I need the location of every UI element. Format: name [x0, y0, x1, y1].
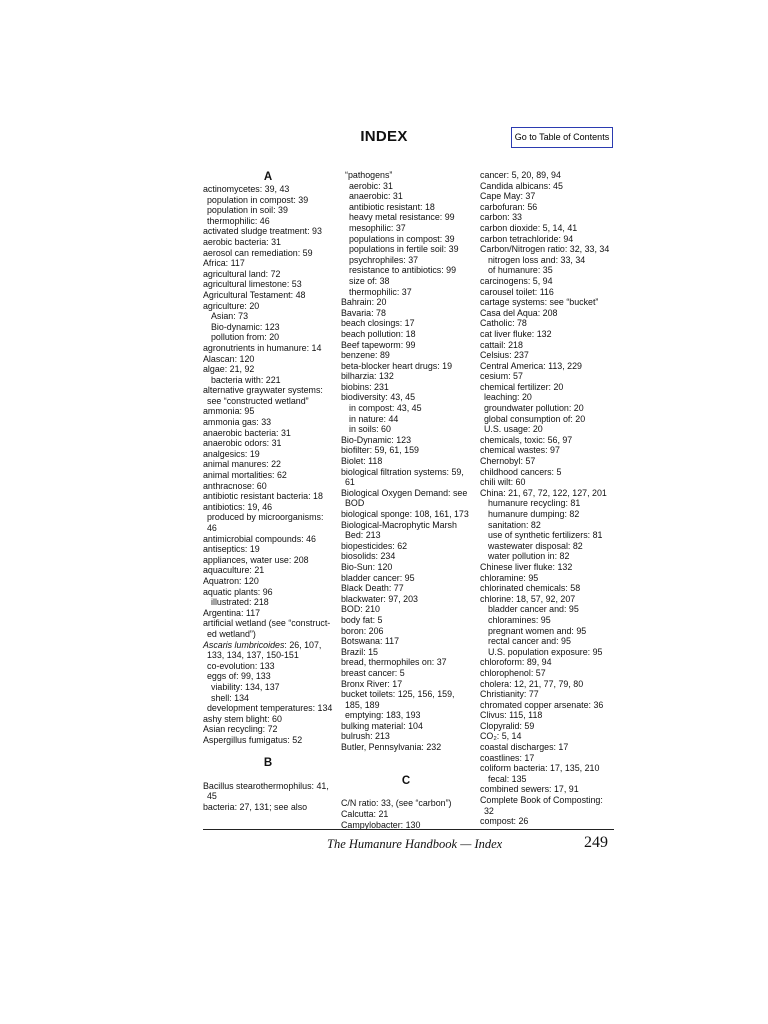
index-entry: coliform bacteria: 17, 135, 210	[480, 763, 600, 774]
index-entry: viability: 134, 137	[211, 681, 280, 692]
index-entry: C/N ratio: 33, (see “carbon”)	[341, 798, 452, 809]
index-entry: animal mortalities: 62	[203, 470, 287, 481]
index-entry: Chernobyl: 57	[480, 456, 536, 467]
index-entry: carbon: 33	[480, 212, 522, 223]
index-entry: Bio-Sun: 120	[341, 561, 393, 572]
index-entry: cholera: 12, 21, 77, 79, 80	[480, 678, 584, 689]
index-entry: population in soil: 39	[207, 205, 288, 216]
index-entry: biopesticides: 62	[341, 540, 408, 551]
index-entry: compost: 26	[480, 816, 529, 827]
index-entry: biosolids: 234	[341, 551, 396, 562]
index-entry: artificial wetland (see “construct-	[203, 618, 331, 629]
spacer	[203, 745, 333, 756]
page-title: INDEX	[360, 128, 408, 145]
index-entry: Asian recycling: 72	[203, 724, 278, 735]
index-entry: of humanure: 35	[488, 265, 553, 276]
section-heading: A	[263, 171, 273, 183]
index-entry: global consumption of: 20	[484, 413, 586, 424]
index-entry: populations in fertile soil: 39	[349, 244, 459, 255]
index-entry: Biological Oxygen Demand: see	[341, 487, 468, 498]
index-entry: chemical fertilizer: 20	[480, 381, 564, 392]
index-entry: in compost: 43, 45	[349, 403, 422, 414]
index-entry: carbon dioxide: 5, 14, 41	[480, 222, 578, 233]
index-column-3	[480, 170, 615, 827]
index-entry: aquaculture: 21	[203, 565, 265, 576]
index-entry: Black Death: 77	[341, 583, 404, 594]
index-entry: bulking material: 104	[341, 720, 423, 731]
index-entry: algae: 21, 92	[203, 364, 255, 375]
index-entry: Biological-Macrophytic Marsh	[341, 519, 457, 530]
index-entry: in soils: 60	[349, 424, 391, 435]
index-entry: ammonia: 95	[203, 406, 255, 417]
index-entry: carbon tetrachloride: 94	[480, 233, 574, 244]
index-entry: Asian: 73	[211, 311, 249, 322]
index-entry: biological sponge: 108, 161, 173	[341, 509, 469, 519]
index-entry: Bahrain: 20	[341, 297, 387, 308]
index-entry: agricultural land: 72	[203, 268, 281, 279]
index-entry: beta-blocker heart drugs: 19	[341, 360, 453, 371]
index-entry: Clopyralid: 59	[480, 720, 535, 731]
index-entry: aerosol can remediation: 59	[203, 247, 313, 258]
go-to-table-of-contents-button[interactable]: Go to Table of Contents	[511, 127, 613, 148]
index-entry: produced by microorganisms:	[207, 512, 324, 523]
index-entry: cattail: 218	[480, 339, 523, 350]
index-entry: combined sewers: 17, 91	[480, 784, 579, 795]
index-entry: 185, 189	[345, 699, 380, 710]
footer-book-title: The Humanure Handbook — Index	[327, 837, 503, 851]
index-entry: sanitation: 82	[488, 519, 541, 530]
index-entry: Africa: 117	[203, 258, 245, 269]
spacer	[341, 753, 471, 764]
index-entry: 45	[207, 791, 217, 802]
index-entry: boron: 206	[341, 625, 384, 636]
index-entry: breast cancer: 5	[341, 667, 405, 678]
index-entry: co-evolution: 133	[207, 660, 275, 671]
index-entry: agricultural limestone: 53	[203, 279, 302, 290]
index-entry: chromated copper arsenate: 36	[480, 699, 604, 710]
index-entry: animal manures: 22	[203, 459, 281, 470]
index-entry: 46	[207, 523, 217, 533]
spacer	[341, 788, 471, 799]
index-entry: Argentina: 117	[203, 607, 261, 618]
entry-pages: : 26, 107,	[284, 639, 322, 650]
index-entry: appliances, water use: 208	[203, 554, 309, 565]
index-entry: see “constructed wetland”	[207, 395, 309, 406]
index-entry: childhood cancers: 5	[480, 466, 562, 477]
index-entry: Clivus: 115, 118	[480, 710, 543, 721]
index-entry: chili wilt: 60	[480, 477, 526, 488]
index-entry: emptying: 183, 193	[345, 710, 421, 721]
index-entry: pregnant women and: 95	[488, 625, 587, 636]
index-entry: size of: 38	[349, 275, 390, 286]
index-entry: population in compost: 39	[207, 194, 309, 205]
index-entry: Beef tapeworm: 99	[341, 339, 416, 350]
index-column-1	[203, 170, 333, 812]
index-entry: China: 21, 67, 72, 122, 127, 201	[480, 487, 607, 498]
index-entry: aerobic bacteria: 31	[203, 236, 281, 247]
index-entry: carbofuran: 56	[480, 201, 538, 212]
index-entry: Biolet: 118	[341, 456, 383, 467]
index-entry: Bronx River: 17	[341, 678, 403, 689]
index-entry: Bio-Dynamic: 123	[341, 434, 412, 445]
index-entry: Central America: 113, 229	[480, 360, 582, 371]
index-entry: bread, thermophiles on: 37	[341, 657, 447, 668]
index-entry: antibiotics: 19, 46	[203, 501, 273, 512]
section-heading: C	[401, 774, 411, 787]
index-entry: CO₂: 5, 14	[480, 731, 522, 742]
index-entry: chloramines: 95	[488, 614, 551, 625]
index-entry: bulrush: 213	[341, 731, 390, 742]
index-entry: humanure dumping: 82	[488, 509, 580, 519]
index-entry: benzene: 89	[341, 350, 390, 361]
index-entry: Bavaria: 78	[341, 307, 386, 318]
index-entry: biodiversity: 43, 45	[341, 392, 415, 403]
index-entry: 133, 134, 137, 150-151	[207, 650, 299, 661]
index-entry: anaerobic odors: 31	[203, 438, 282, 449]
index-entry: groundwater pollution: 20	[484, 403, 584, 414]
index-entry: use of synthetic fertilizers: 81	[488, 530, 603, 541]
index-entry: shell: 134	[211, 692, 249, 703]
spacer	[341, 763, 471, 774]
index-entry: biological filtration systems: 59,	[341, 466, 464, 477]
index-entry: cat liver fluke: 132	[480, 328, 552, 339]
index-entry: resistance to antibiotics: 99	[349, 265, 457, 276]
index-entry: alternative graywater systems:	[203, 385, 323, 396]
index-entry: BOD: 210	[341, 604, 380, 615]
index-entry: Christianity: 77	[480, 689, 539, 700]
index-entry: pollution from: 20	[211, 332, 280, 343]
index-entry: carcinogens: 5, 94	[480, 275, 553, 286]
index-entry: coastal discharges: 17	[480, 742, 569, 753]
index-entry: chemical wastes: 97	[480, 445, 560, 456]
index-entry: cancer: 5, 20, 89, 94	[480, 170, 561, 180]
index-entry: in nature: 44	[349, 413, 399, 424]
index-entry: bacteria with: 221	[211, 374, 281, 385]
index-entry: anaerobic bacteria: 31	[203, 427, 291, 438]
index-entry: Bacillus stearothermophilus: 41,	[203, 780, 329, 791]
index-entry: heavy metal resistance: 99	[349, 212, 455, 223]
index-entry: Butler, Pennsylvania: 232	[341, 742, 442, 753]
index-entry: fecal: 135	[488, 773, 527, 784]
index-entry: Bio-dynamic: 123	[211, 321, 280, 332]
index-entry: actinomycetes: 39, 43	[203, 184, 290, 194]
index-entry: mesophilic: 37	[349, 222, 406, 233]
index-entry: leaching: 20	[484, 392, 532, 403]
index-entry: nitrogen loss and: 33, 34	[488, 254, 586, 265]
index-entry: cartage systems: see “bucket”	[480, 297, 599, 308]
index-entry: wastewater disposal: 82	[488, 540, 583, 551]
index-entry: body fat: 5	[341, 614, 383, 625]
index-entry: beach pollution: 18	[341, 328, 416, 339]
index-entry: 32	[484, 805, 494, 816]
index-entry: Catholic: 78	[480, 318, 527, 329]
index-entry: water pollution in: 82	[488, 551, 570, 562]
index-entry: Alascan: 120	[203, 353, 255, 364]
index-entry: “pathogens”	[345, 170, 393, 180]
index-entry: Aquatron: 120	[203, 575, 259, 586]
index-entry: agriculture: 20	[203, 300, 260, 311]
index-entry: thermophilic: 37	[349, 286, 412, 297]
index-entry: activated sludge treatment: 93	[203, 226, 322, 237]
index-entry: antimicrobial compounds: 46	[203, 533, 316, 544]
index-entry: biofilter: 59, 61, 159	[341, 445, 419, 456]
index-entry: antiseptics: 19	[203, 544, 260, 555]
index-entry	[203, 640, 333, 651]
index-entry: bucket toilets: 125, 156, 159,	[341, 689, 455, 700]
index-entry: blackwater: 97, 203	[341, 593, 418, 604]
index-entry: Bed: 213	[345, 530, 381, 541]
spacer	[203, 770, 333, 781]
page-number: 249	[584, 834, 608, 851]
index-entry: bacteria: 27, 131; see also	[203, 801, 308, 812]
index-entry: humanure recycling: 81	[488, 498, 581, 509]
index-entry: development temperatures: 134	[207, 703, 333, 714]
index-entry: chlorinated chemicals: 58	[480, 583, 581, 594]
index-entry: Calcutta: 21	[341, 809, 389, 820]
index-entry: psychrophiles: 37	[349, 254, 419, 265]
index-entry: Cape May: 37	[480, 191, 536, 202]
index-entry: Casa del Aqua: 208	[480, 307, 558, 318]
index-entry: Celsius: 237	[480, 350, 529, 361]
index-entry: Aspergillus fumigatus: 52	[203, 734, 303, 745]
index-entry: illustrated: 218	[211, 597, 269, 608]
index-entry: agronutrients in humanure: 14	[203, 342, 322, 353]
index-entry: ashy stem blight: 60	[203, 713, 282, 724]
index-entry: anaerobic: 31	[349, 191, 403, 202]
index-entry: chemicals, toxic: 56, 97	[480, 434, 573, 445]
index-entry: analgesics: 19	[203, 448, 260, 459]
index-column-2	[341, 170, 471, 830]
index-entry: chloramine: 95	[480, 572, 539, 583]
index-entry: Brazil: 15	[341, 646, 378, 657]
index-entry: populations in compost: 39	[349, 233, 455, 244]
index-entry: aquatic plants: 96	[203, 586, 273, 597]
index-entry: rectal cancer and: 95	[488, 636, 571, 647]
index-entry: carousel toilet: 116	[480, 286, 554, 297]
index-entry: cesium: 57	[480, 371, 523, 382]
index-entry: Agricultural Testament: 48	[203, 289, 306, 300]
index-entry: bladder cancer: 95	[341, 572, 415, 583]
footer-divider	[203, 829, 614, 830]
index-entry: coastlines: 17	[480, 752, 535, 763]
index-entry: U.S. usage: 20	[484, 424, 543, 435]
index-entry: ammonia gas: 33	[203, 417, 272, 428]
index-entry: chloroform: 89, 94	[480, 657, 552, 668]
index-entry: eggs of: 99, 133	[207, 671, 271, 682]
index-entry: BOD	[345, 498, 365, 509]
index-entry: Candida albicans: 45	[480, 180, 563, 191]
index-entry: thermophilic: 46	[207, 215, 270, 226]
index-entry: chlorine: 18, 57, 92, 207	[480, 593, 576, 604]
index-entry: biobins: 231	[341, 381, 389, 392]
index-entry: chlorophenol: 57	[480, 667, 546, 678]
section-heading: B	[263, 757, 273, 770]
index-entry: Botswana: 117	[341, 636, 400, 647]
index-entry: 61	[345, 477, 355, 488]
italic-term: Ascaris lumbricoides	[203, 639, 285, 650]
index-entry: Campylobacter: 130	[341, 819, 421, 830]
index-entry: antibiotic resistant bacteria: 18	[203, 491, 323, 502]
index-entry: Complete Book of Composting:	[480, 795, 603, 806]
index-entry: anthracnose: 60	[203, 480, 267, 491]
index-entry: antibiotic resistant: 18	[349, 201, 435, 212]
index-entry: beach closings: 17	[341, 318, 415, 329]
index-entry: aerobic: 31	[349, 180, 393, 191]
index-entry: Chinese liver fluke: 132	[480, 561, 573, 572]
index-entry: bladder cancer and: 95	[488, 604, 579, 615]
index-entry: U.S. population exposure: 95	[488, 646, 603, 657]
index-entry: Carbon/Nitrogen ratio: 32, 33, 34	[480, 244, 610, 255]
index-entry: bilharzia: 132	[341, 371, 394, 382]
index-entry: ed wetland”)	[207, 628, 256, 639]
